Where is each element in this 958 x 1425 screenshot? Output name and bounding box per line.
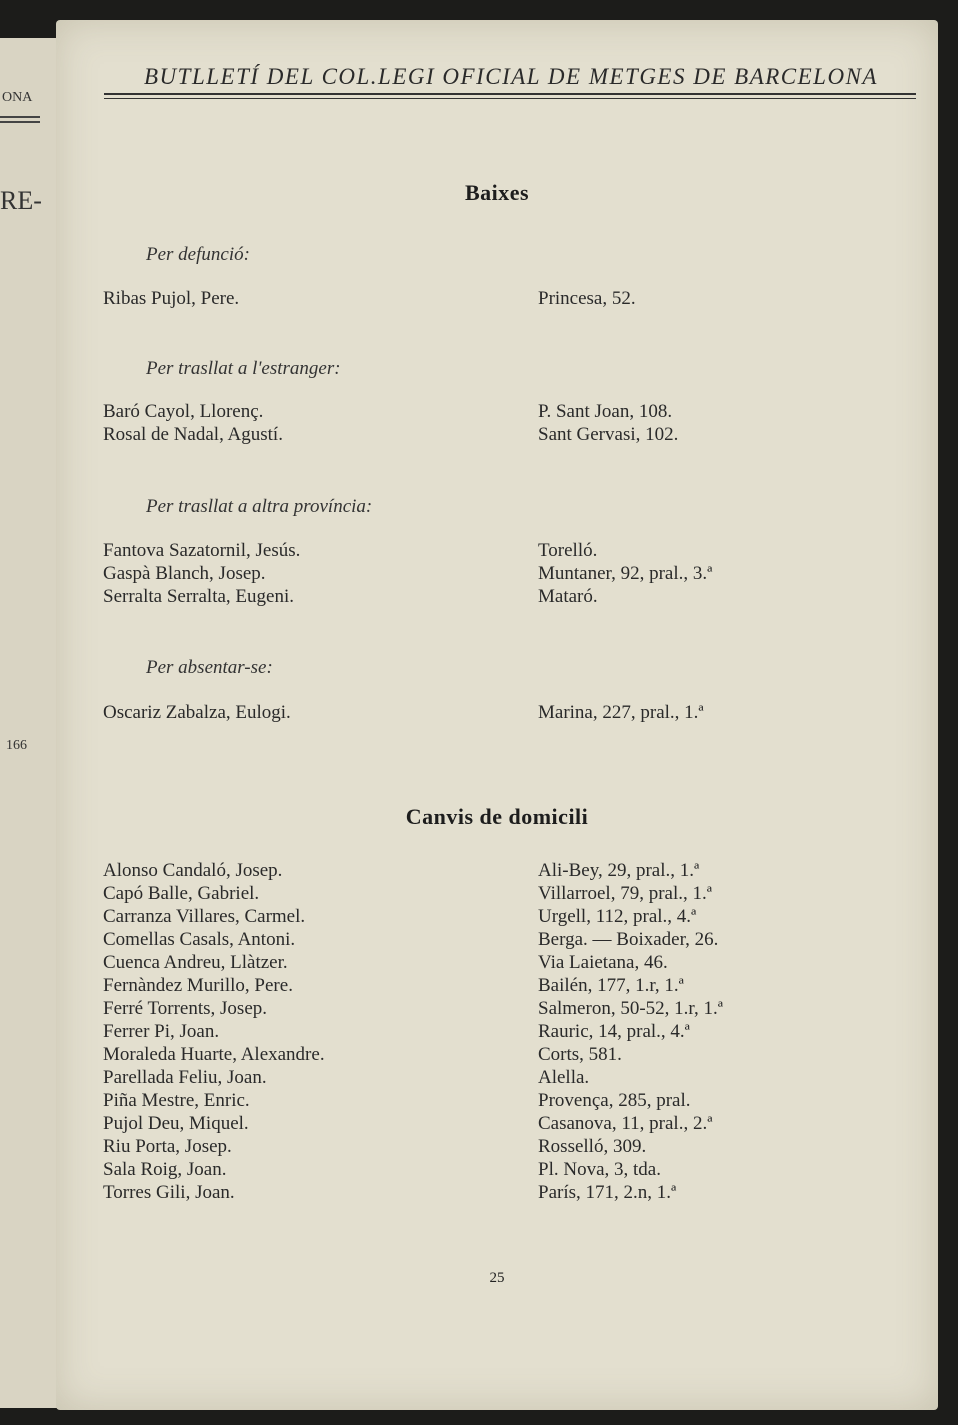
margin-fragment-number: 166: [6, 738, 27, 753]
member-name: Baró Cayol, Llorenç.: [103, 401, 264, 422]
member-address: París, 171, 2.n, 1.ª: [538, 1182, 677, 1203]
member-address: Muntaner, 92, pral., 3.ª: [538, 563, 713, 584]
list-item: [103, 929, 903, 951]
member-name: Ferré Torrents, Josep.: [103, 998, 268, 1019]
member-name: Alonso Candaló, Josep.: [103, 860, 283, 881]
member-name: Sala Roig, Joan.: [103, 1159, 227, 1180]
member-address: Provença, 285, pral.: [538, 1090, 691, 1111]
member-address: Ali-Bey, 29, pral., 1.ª: [538, 860, 700, 881]
member-name: Parellada Feliu, Joan.: [103, 1067, 267, 1088]
member-name: Ribas Pujol, Pere.: [103, 288, 240, 309]
member-address: Mataró.: [538, 586, 598, 607]
member-address: Corts, 581.: [538, 1044, 622, 1065]
member-address: Princesa, 52.: [538, 288, 636, 309]
member-name: Comellas Casals, Antoni.: [103, 929, 296, 950]
member-name: Oscariz Zabalza, Eulogi.: [103, 702, 291, 723]
member-name: Moraleda Huarte, Alexandre.: [103, 1044, 325, 1065]
member-address: Berga. — Boixader, 26.: [538, 929, 719, 950]
member-name: Pujol Deu, Miquel.: [103, 1113, 249, 1134]
list-item: [103, 1136, 903, 1158]
member-address: Sant Gervasi, 102.: [538, 424, 679, 445]
member-name: Fernàndez Murillo, Pere.: [103, 975, 293, 996]
list-item: [103, 1090, 903, 1112]
category-label: Per absentar-se:: [146, 657, 273, 678]
margin-fragment-top: ONA: [2, 90, 33, 105]
member-name: Rosal de Nadal, Agustí.: [103, 424, 283, 445]
section-title-canvis: Canvis de domicili: [405, 804, 589, 829]
page-number: 25: [489, 1270, 505, 1286]
member-name: Cuenca Andreu, Llàtzer.: [103, 952, 288, 973]
list-item: [103, 952, 903, 974]
header-rule-thin: [104, 98, 916, 99]
member-name: Riu Porta, Josep.: [103, 1136, 232, 1157]
member-name: Ferrer Pi, Joan.: [103, 1021, 220, 1042]
member-address: Villarroel, 79, pral., 1.ª: [538, 883, 712, 904]
list-item: [103, 1159, 903, 1181]
list-item: [103, 1113, 903, 1135]
section-title-baixes: Baixes: [464, 180, 530, 205]
list-item: [103, 975, 903, 997]
member-address: Urgell, 112, pral., 4.ª: [538, 906, 697, 927]
member-name: Piña Mestre, Enric.: [103, 1090, 250, 1111]
category-label: Per trasllat a l'estranger:: [146, 358, 341, 379]
header-rule: [104, 93, 916, 95]
member-address: P. Sant Joan, 108.: [538, 401, 673, 422]
margin-rule: [0, 121, 40, 123]
list-item: [103, 702, 903, 724]
margin-fragment-middle: RE-: [0, 186, 42, 215]
member-name: Serralta Serralta, Eugeni.: [103, 586, 294, 607]
list-item: [103, 1021, 903, 1043]
member-name: Capó Balle, Gabriel.: [103, 883, 260, 904]
member-address: Pl. Nova, 3, tda.: [538, 1159, 661, 1180]
category-label: Per trasllat a altra província:: [146, 496, 373, 517]
list-item: [103, 401, 903, 423]
member-name: Fantova Sazatornil, Jesús.: [103, 540, 301, 561]
member-address: Via Laietana, 46.: [538, 952, 668, 973]
member-address: Bailén, 177, 1.r, 1.ª: [538, 975, 684, 996]
list-item: [103, 1182, 903, 1204]
list-item: [103, 586, 903, 608]
member-address: Salmeron, 50-52, 1.r, 1.ª: [538, 998, 723, 1019]
list-item: [103, 883, 903, 905]
list-item: [103, 424, 903, 446]
list-item: [103, 1067, 903, 1089]
member-name: Carranza Villares, Carmel.: [103, 906, 306, 927]
category-label: Per defunció:: [146, 244, 250, 265]
list-item: [103, 540, 903, 562]
member-name: Torres Gili, Joan.: [103, 1182, 235, 1203]
member-address: Alella.: [538, 1067, 590, 1088]
member-address: Casanova, 11, pral., 2.ª: [538, 1113, 713, 1134]
member-address: Torelló.: [538, 540, 598, 561]
list-item: [103, 563, 903, 585]
list-item: [103, 998, 903, 1020]
member-address: Rauric, 14, pral., 4.ª: [538, 1021, 690, 1042]
list-item: [103, 906, 903, 928]
list-item: [103, 1044, 903, 1066]
page-header: BUTLLETÍ DEL COL.LEGI OFICIAL DE METGES DE BARCELONA: [144, 64, 878, 89]
document-page: [56, 20, 938, 1410]
list-item: [103, 288, 903, 310]
margin-rule: [0, 116, 40, 118]
adjacent-page-edge: [0, 38, 62, 1408]
member-name: Gaspà Blanch, Josep.: [103, 563, 266, 584]
list-item: [103, 860, 903, 882]
member-address: Marina, 227, pral., 1.ª: [538, 702, 704, 723]
member-address: Rosselló, 309.: [538, 1136, 647, 1157]
